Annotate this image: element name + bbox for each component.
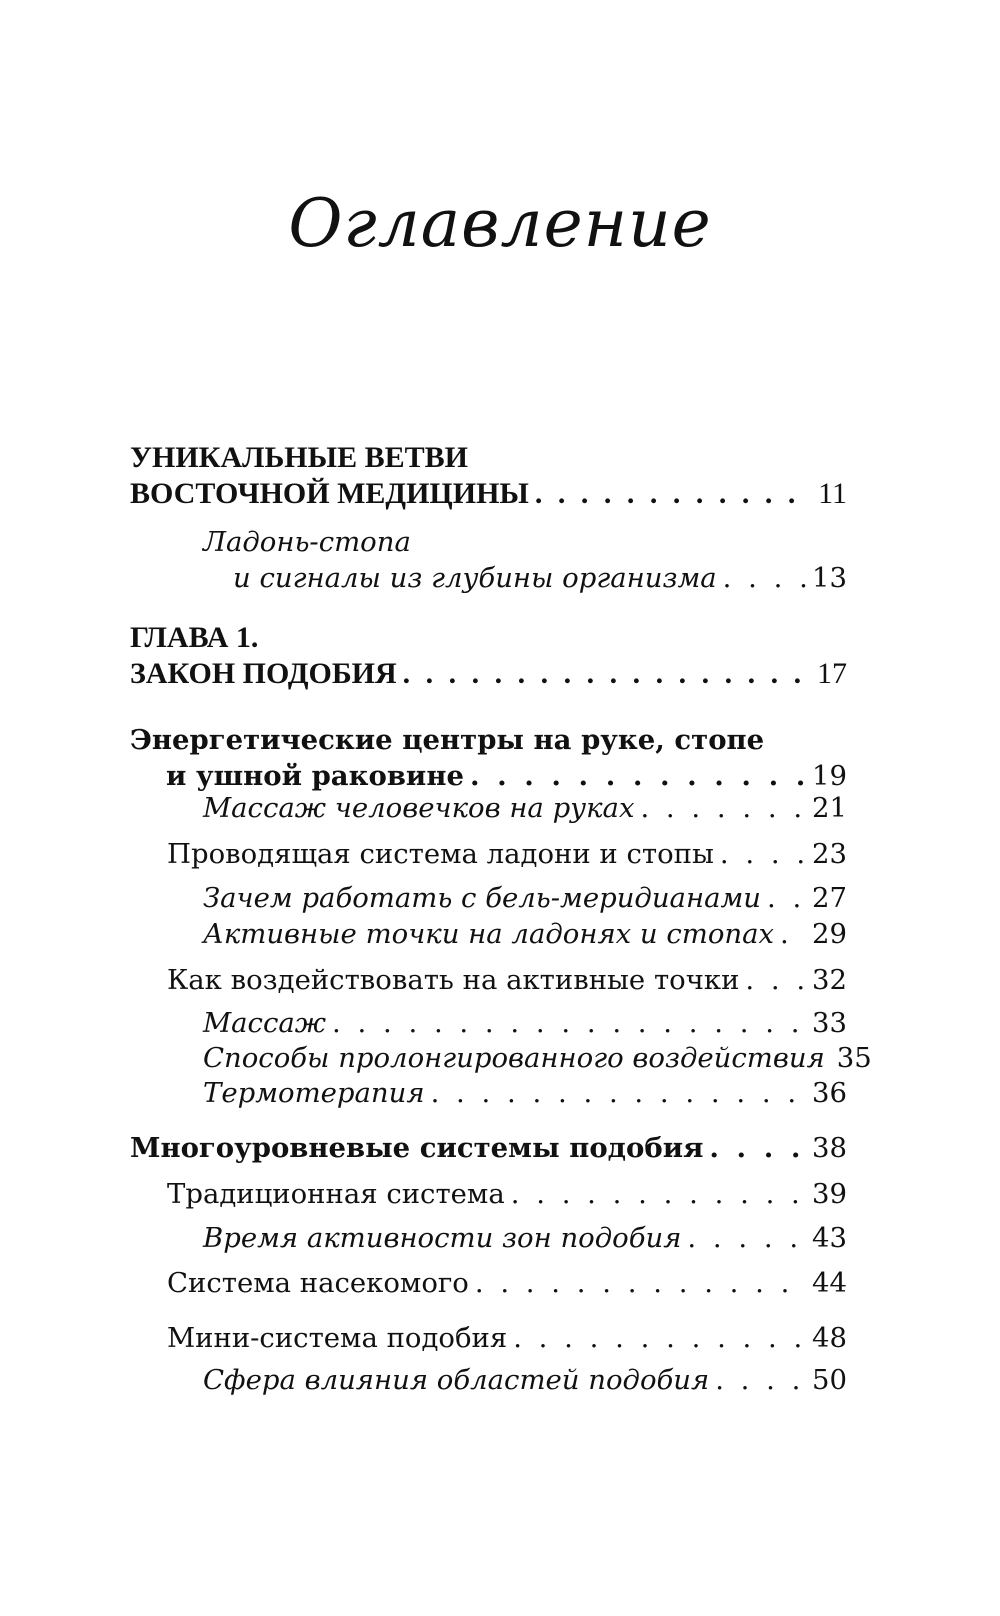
toc-entry-title: Система насекомого [167,1267,469,1299]
toc-entry-title: Способы пролонгированного воздействия [203,1042,825,1074]
toc-entry-line: УНИКАЛЬНЫЕ ВЕТВИ [130,441,468,474]
dot-leader [709,1130,806,1166]
dot-leader [767,880,806,916]
dot-leader [513,1320,806,1356]
dot-leader [780,916,806,952]
dot-leader [475,1265,806,1301]
toc-entry-traditional-system[interactable] [167,1176,847,1212]
toc-entry-title: ВОСТОЧНОЙ МЕДИЦИНЫ [130,477,529,510]
page-number: 39 [812,1178,847,1210]
toc-entry-title: Термотерапия [203,1077,425,1109]
toc-entry-line: Ладонь-стопа [203,526,411,558]
toc-entry-title: Как воздействовать на активные точки [167,964,740,996]
page-number: 11 [818,477,847,510]
page-number: 17 [817,657,847,690]
dot-leader [470,758,806,794]
toc-entry-activity-time[interactable] [203,1220,847,1256]
toc-entry-insect-system[interactable] [167,1265,847,1301]
toc-entry-unique-branches[interactable] [130,440,847,512]
page-number: 50 [812,1364,847,1396]
toc-entry-title: Активные точки на ладонях и стопах [203,918,775,950]
dot-leader [723,560,806,596]
dot-leader [720,836,806,872]
toc-entry-title: Массаж человечков на руках [203,792,635,824]
toc-entry-bel-meridians[interactable] [203,880,847,916]
page-number: 32 [812,964,847,996]
toc-entry-title: и ушной раковине [166,760,464,792]
toc-entry-title: Проводящая система ладони и стопы [167,838,714,870]
page-number: 43 [812,1222,847,1254]
toc-entry-title: Традиционная система [167,1178,505,1210]
toc-entry-title: Массаж [203,1007,327,1039]
page-number: 38 [812,1132,847,1164]
page-number: 21 [812,792,847,824]
toc-entry-line: ГЛАВА 1. [130,621,259,654]
dot-leader [511,1176,806,1212]
page-number: 48 [812,1322,847,1354]
dot-leader [640,790,806,826]
toc-entry-line: Энергетические центры на руке, стопе [130,724,765,756]
page-number: 23 [812,838,847,870]
toc-entry-massage-hands[interactable] [203,790,847,826]
page-number: 13 [812,562,847,594]
dot-leader [687,1220,806,1256]
page-title: Оглавление [288,185,712,262]
page-number: 33 [812,1007,847,1039]
toc-entry-title: Многоуровневые системы подобия [130,1132,704,1164]
toc-entry-thermotherapy[interactable] [203,1075,847,1111]
toc-entry-how-to-affect[interactable] [167,962,847,998]
toc-entry-title: ЗАКОН ПОДОБИЯ [130,657,397,690]
dot-leader [745,962,806,998]
toc-entry-sphere-of-influence[interactable] [203,1362,847,1398]
page-number: 29 [812,918,847,950]
dot-leader [332,1005,806,1041]
page-number: 19 [812,760,847,792]
page-number: 36 [812,1077,847,1109]
toc-entry-mini-system[interactable] [167,1320,847,1356]
toc-entry-prolonged-methods[interactable] [203,1040,872,1076]
toc-entry-title: Зачем работать с бель-меридианами [203,882,761,914]
dot-leader [715,1362,806,1398]
dot-leader [535,476,812,512]
toc-entry-massage[interactable] [203,1005,847,1041]
toc-entry-title: Мини-система подобия [167,1322,508,1354]
toc-entry-multilevel-systems[interactable] [130,1130,847,1166]
toc-entry-chapter-1[interactable] [130,620,847,692]
toc-entry-title: и сигналы из глубины организма [233,562,717,594]
toc-entry-title: Сфера влияния областей подобия [203,1364,710,1396]
page-number: 44 [812,1267,847,1299]
page-number: 27 [812,882,847,914]
dot-leader [403,656,811,692]
dot-leader [431,1075,806,1111]
toc-entry-energy-centers[interactable] [130,722,847,794]
page-number: 35 [836,1042,872,1074]
toc-entry-active-points[interactable] [203,916,847,952]
toc-entry-conducting-system[interactable] [167,836,847,872]
toc-entry-title: Время активности зон подобия [203,1222,682,1254]
toc-entry-palm-foot[interactable] [203,524,847,596]
